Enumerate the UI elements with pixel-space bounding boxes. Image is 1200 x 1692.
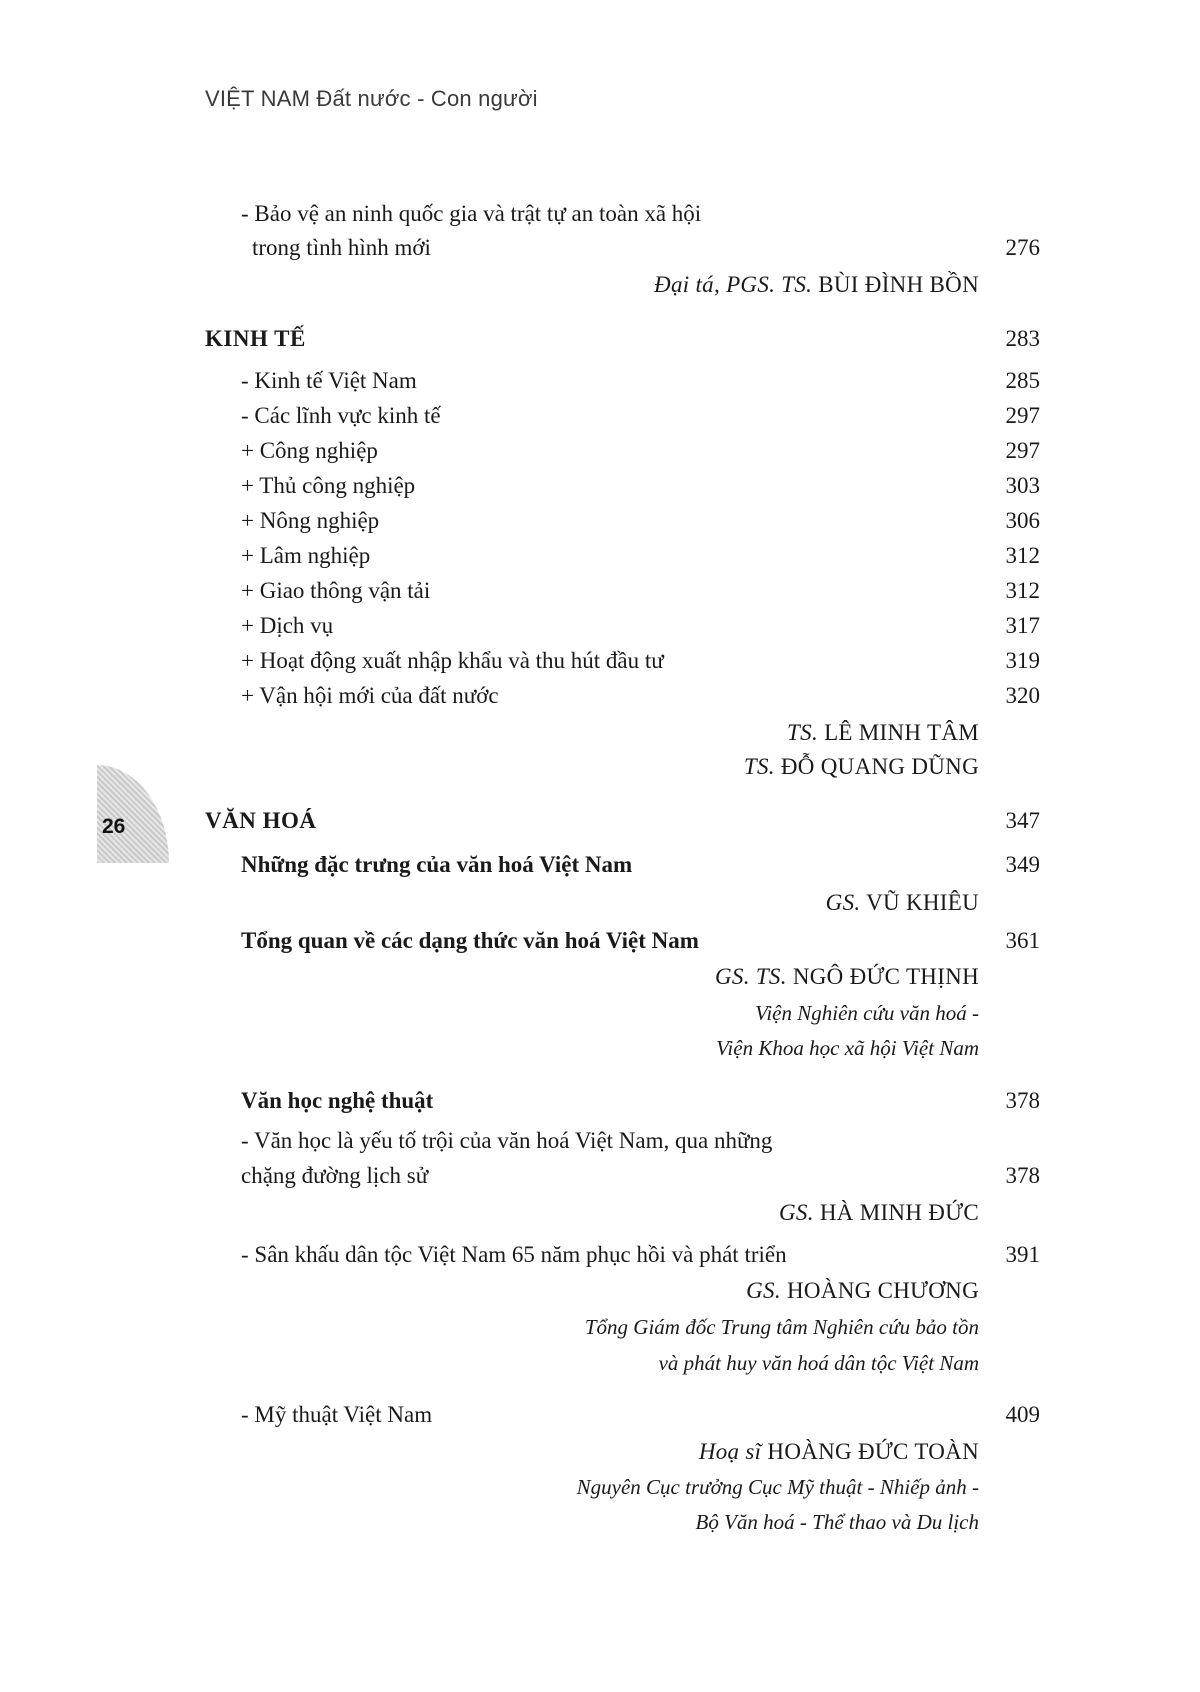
toc-page-number: 391 xyxy=(1005,1242,1040,1267)
author-title: GS. TS. xyxy=(715,964,787,989)
toc-page-number: 306 xyxy=(1005,508,1040,533)
toc-item: + Nông nghiệp xyxy=(241,508,380,533)
toc-item: - Bảo vệ an ninh quốc gia và trật tự an toàn xã hội xyxy=(241,201,702,226)
subsection-title: Những đặc trưng của văn hoá Việt Nam xyxy=(241,852,633,877)
toc-author xyxy=(699,1437,979,1467)
toc-item-continued: chặng đường lịch sử xyxy=(241,1163,429,1188)
toc-author xyxy=(826,888,979,918)
toc-item-continued: trong tình hình mới xyxy=(252,235,431,260)
toc-page-number: 285 xyxy=(1005,368,1040,393)
toc-item: - Kinh tế Việt Nam xyxy=(241,368,417,393)
toc-item: + Hoạt động xuất nhập khẩu và thu hút đầu tư xyxy=(241,648,664,673)
author-affiliation: Viện Nghiên cứu văn hoá - xyxy=(755,1001,979,1025)
author-affiliation: Nguyên Cục trưởng Cục Mỹ thuật - Nhiếp ảnh - xyxy=(576,1475,979,1499)
author-title: TS. xyxy=(787,720,818,745)
page-tab-decoration xyxy=(97,765,169,863)
toc-page-number: 303 xyxy=(1005,473,1040,498)
toc-item: + Dịch vụ xyxy=(241,613,334,638)
toc-author xyxy=(654,270,979,300)
toc-page-number: 409 xyxy=(1005,1402,1040,1427)
toc-author xyxy=(715,962,979,992)
author-name: BÙI ĐÌNH BỒN xyxy=(818,272,979,297)
author-title: GS. xyxy=(825,890,861,915)
toc-author xyxy=(787,718,979,748)
toc-author xyxy=(779,1198,979,1228)
toc-page-number: 312 xyxy=(1005,578,1040,603)
toc-page-number: 378 xyxy=(1005,1088,1040,1113)
toc-item: + Công nghiệp xyxy=(241,438,378,463)
section-page-number: 347 xyxy=(1005,808,1040,833)
author-name: NGÔ ĐỨC THỊNH xyxy=(792,964,979,989)
author-title: Hoạ sĩ xyxy=(698,1439,762,1464)
subsection-title: Tổng quan về các dạng thức văn hoá Việt Nam xyxy=(241,928,699,953)
toc-author xyxy=(746,1276,979,1306)
author-affiliation: Viện Khoa học xã hội Việt Nam xyxy=(716,1036,979,1060)
section-title-van-hoa: VĂN HOÁ xyxy=(205,808,317,833)
toc-page-number: 320 xyxy=(1005,683,1040,708)
author-name: ĐỖ QUANG DŨNG xyxy=(780,754,979,779)
author-title: Đại tá, PGS. TS. xyxy=(654,272,813,297)
toc-author xyxy=(744,752,979,782)
toc-item: + Lâm nghiệp xyxy=(241,543,371,568)
toc-page-number: 276 xyxy=(1005,235,1040,260)
author-name: HOÀNG CHƯƠNG xyxy=(786,1278,979,1303)
toc-item: - Mỹ thuật Việt Nam xyxy=(241,1402,433,1427)
subsection-title: Văn học nghệ thuật xyxy=(241,1088,434,1113)
toc-item: + Vận hội mới của đất nước xyxy=(241,683,499,708)
toc-page-number: 349 xyxy=(1005,852,1040,877)
toc-page-number: 317 xyxy=(1005,613,1040,638)
author-affiliation: Tổng Giám đốc Trung tâm Nghiên cứu bảo tồn xyxy=(584,1315,979,1339)
toc-page-number: 319 xyxy=(1005,648,1040,673)
toc-page-number: 361 xyxy=(1005,928,1040,953)
toc-item: + Thủ công nghiệp xyxy=(241,473,416,498)
toc-page-number: 297 xyxy=(1005,438,1040,463)
toc-page-number: 378 xyxy=(1005,1163,1040,1188)
author-title: TS. xyxy=(743,754,775,779)
author-title: GS. xyxy=(779,1200,814,1225)
section-title-kinh-te: KINH TẾ xyxy=(205,326,306,351)
author-name: VŨ KHIÊU xyxy=(866,890,979,915)
author-affiliation: Bộ Văn hoá - Thể thao và Du lịch xyxy=(695,1510,979,1534)
toc-page-number: 297 xyxy=(1005,403,1040,428)
running-header: VIỆT NAM Đất nước - Con người xyxy=(205,86,538,111)
author-title: GS. xyxy=(746,1278,781,1303)
toc-item: - Các lĩnh vực kinh tế xyxy=(241,403,441,428)
author-affiliation: và phát huy văn hoá dân tộc Việt Nam xyxy=(658,1351,979,1375)
toc-item: - Sân khấu dân tộc Việt Nam 65 năm phục hồi và phát triển xyxy=(241,1242,787,1267)
toc-page-number: 312 xyxy=(1005,543,1040,568)
author-name: LÊ MINH TÂM xyxy=(824,720,979,745)
page-number: 26 xyxy=(102,815,126,838)
author-name: HOÀNG ĐỨC TOÀN xyxy=(767,1439,979,1464)
author-name: HÀ MINH ĐỨC xyxy=(819,1200,979,1225)
toc-item: + Giao thông vận tải xyxy=(241,578,431,603)
section-page-number: 283 xyxy=(1005,326,1040,351)
toc-item: - Văn học là yếu tố trội của văn hoá Việt Nam, qua những xyxy=(241,1128,773,1153)
